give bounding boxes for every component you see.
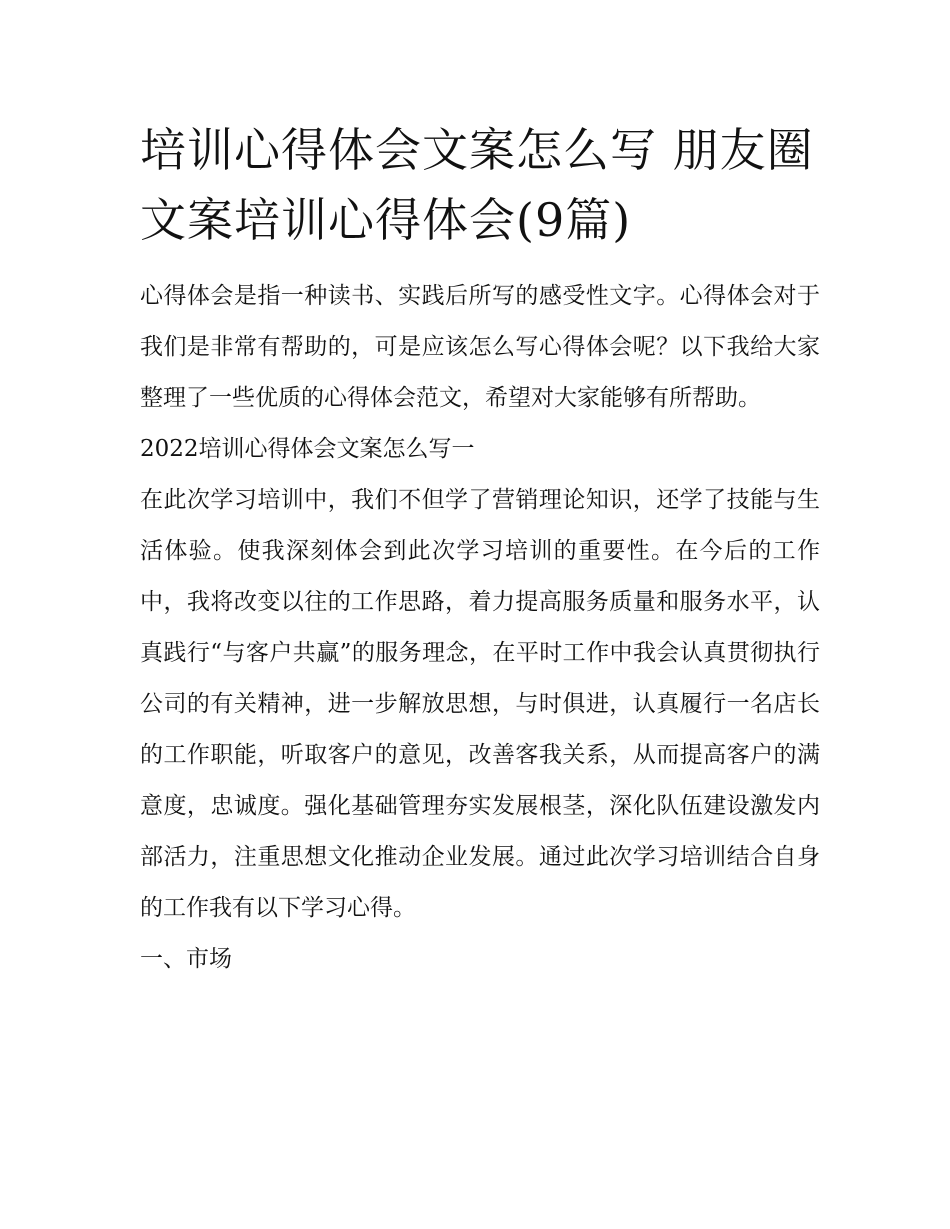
document-page: [140, 115, 820, 985]
section-heading: 2022培训心得体会文案怎么写一: [140, 436, 475, 462]
body-paragraph: 在此次学习培训中，我们不但学了营销理论知识，还学了技能与生活体验。使我深刻体会到此次学习培训的重要性。在今后的工作中，我将改变以往的工作思路，着力提高服务质量和服务水平，认真践行“与客户共赢”的服务理念，在平时工作中我会认真贯彻执行公司的有关精神，进一步解放思想，与时俱进，认真履行一名店长的工作职能，听取客户的意见，改善客我关系，从而提高客户的满意度，忠诚度。强化基础管理夯实发展根茎，深化队伍建设激发内部活力，注重思想文化推动企业发展。通过此次学习培训结合自身的工作我有以下学习心得。: [140, 487, 820, 921]
subheading-market: 一、市场: [140, 946, 232, 972]
document-title: 培训心得体会文案怎么写 朋友圈文案培训心得体会(9篇): [140, 123, 814, 247]
intro-paragraph: 心得体会是指一种读书、实践后所写的感受性文字。心得体会对于我们是非常有帮助的，可是应该怎么写心得体会呢？以下我给大家整理了一些优质的心得体会范文，希望对大家能够有所帮助。: [140, 283, 820, 411]
